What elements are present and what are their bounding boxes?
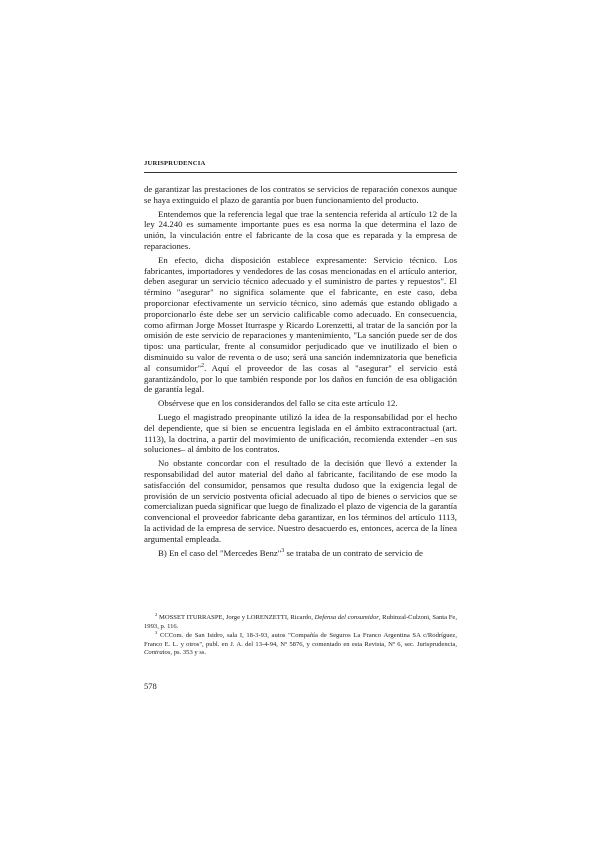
footnote-title: Contratos [144,649,171,657]
body-text [144,184,457,558]
footnote [144,611,458,631]
paragraph: Obsérvese que en los considerandos del fallo se cita este artículo 12. [158,398,398,409]
footnote-text: CCCom. de San Isidro, sala I, 18-3-93, autos "Compañía de Seguros La Franco Argentina SA c/Rodríguez, Franco E. L. y otros", publ. en J. A. del 13-4-94, Nº 5876, y comentado en esta Revista, Nº 6, sec. Jurisprudencia, [144,632,457,648]
paragraph-text: . Aquí el proveedor de las cosas al "asegurar" el servicio está garantizándolo, por lo que también responde por los daños en función de esa obligación de garantía legal. [144,362,457,395]
paragraph: Entendemos que la referencia legal que trae la sentencia referida al artículo 12 de la ley 24.240 es sumamente importante pues es esa norma la que determina el lazo de unión, la vinculación entre el fabricante de la cosa que es reparada y la empresa de reparaciones. [144,208,457,251]
footnote-title: Defensa del consumidor [314,614,379,621]
paragraph: Luego el magistrado preopinante utilizó la idea de la responsabilidad por el hecho del dependiente, que si bien se encuentra legislada en el ámbito extracontractual (art. 1113), la doctrina, a partir del movimiento de unificación, recomienda extender –en sus soluciones– al ámbito de los contratos. [144,411,457,455]
running-head: JURISPRUDENCIA [144,160,206,167]
footnote-number: 2 [155,611,158,617]
paragraph-with-footnote [144,548,457,559]
footnote-ref[interactable]: 2 [201,362,205,369]
footnote-ref[interactable]: 3 [281,547,285,554]
header-rule [144,172,457,173]
paragraph-text: se trataba de un contrato de servicio de [284,547,423,558]
footnote-text: , ps. 353 y ss. [170,649,207,657]
paragraph-continuation: de garantizar las prestaciones de los contratos se servicios de reparación conexos aunque se haya extinguido el plazo de garantía por buen funcionamiento del producto. [144,184,457,205]
footnote-text: , Rubinzal-Culzoni, Santa Fe, 1993, p. 116. [144,614,458,630]
paragraph-with-footnote [144,255,457,395]
footnote [144,632,457,658]
page-number: 578 [144,681,157,691]
paragraph: No obstante concordar con el resultado de la decisión que llevó a extender la responsabilidad del autor material del daño al fabricante, facilitando de ese modo la satisfacción del consumidor, pensamos que resulta dudoso que la exigencia legal de provisión de un servicio postventa oficial adecuado al tipo de bienes o servicios que se comercializan pueda significar que luego de finalizado el plazo de vigencia de la garantía convencional el proveedor fabricante deba garantizar, en los términos del artículo 1113, la actividad de la empresa de service. Nuestro desacuerdo es, entonces, acerca de la línea argumental empleada. [144,458,457,544]
footnote-number: 3 [155,630,158,635]
paragraph-text: B) En el caso del "Mercedes Benz" [158,547,282,558]
paragraph-text: En efecto, dicha disposición establece expresamente: Servicio técnico. Los fabricantes, importadores y vendedores de las cosas mencionadas en el artículo anterior, deben asegurar un servicio técnico adecuado y el suministro de partes y repuestos". El término "asegurar" no significa solamente que el fabricante, en este caso, deba proporcionar efectivamente un servicio técnico, sino además que estando obligado a proporcionarlo éste debe ser un servicio calificable como adecuado. En consecuencia, como afirman Jorge Mosset Iturraspe y Ricardo Lorenzetti, al tratar de la sanción por la omisión de este servicio de reparaciones y mantenimiento, "La sanción puede ser de dos tipos: una particular, frente al consumidor perjudicado que ve inutilizado el bien o disminuido su valor de reventa o de uso; será una sanción indemnizatoria que beneficia al consumidor" [144,254,457,373]
footnote-text: MOSSET ITURRASPE, Jorge y LORENZETTI, Ricardo, [157,614,315,621]
footnotes [144,611,458,658]
